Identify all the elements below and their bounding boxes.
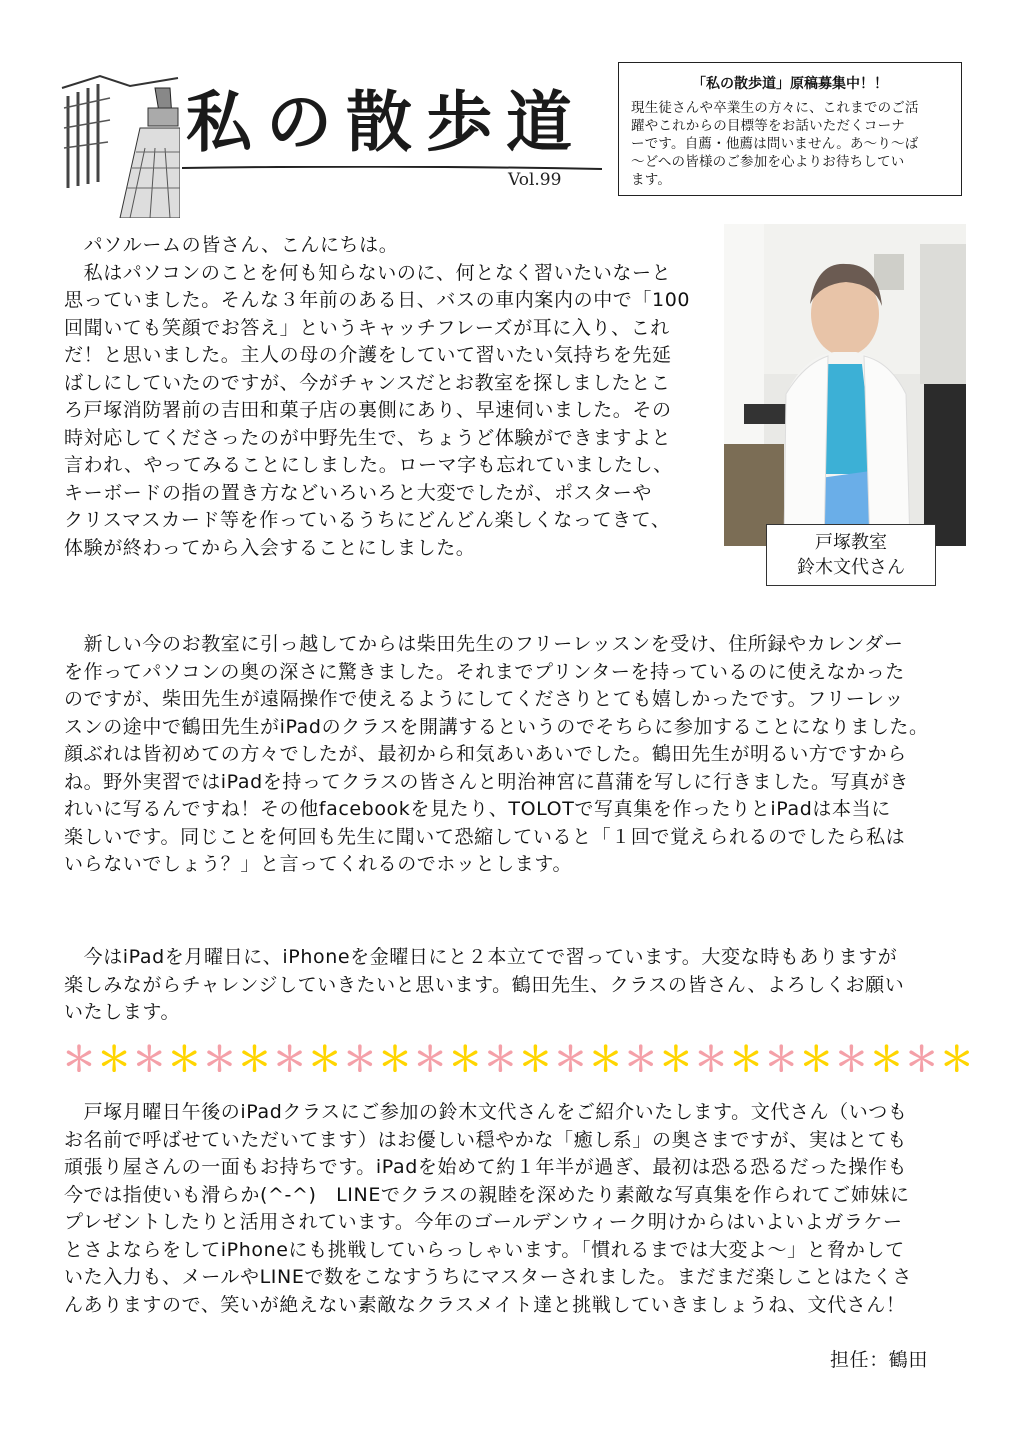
text-line: 回聞いても笑顔でお答え」というキャッチフレーズが耳に入り、これ: [64, 316, 670, 339]
recruit-line: ～どへの皆様のご参加を心よりお待ちしてい: [631, 154, 905, 170]
volume-number: Vol.99: [508, 170, 562, 190]
star-icon: ＊: [799, 1040, 834, 1080]
caption-name: 鈴木文代さん: [797, 557, 905, 578]
text-line: スンの途中で鶴田先生がiPadのクラスを開講するというのでそちらに参加することになりました。: [64, 715, 929, 738]
star-icon: ＊: [132, 1040, 167, 1080]
text-line: キーボードの指の置き方などいろいろと大変でしたが、ポスターや: [64, 481, 653, 504]
teacher-note: [64, 1099, 976, 1319]
text-line: ろ戸塚消防署前の吉田和菓子店の裏側にあり、早速伺いました。その: [64, 399, 672, 421]
text-line: 時対応してくださったのが中野先生で、ちょうど体験ができますよと: [64, 426, 672, 449]
header-illustration: [60, 68, 180, 218]
text-line: だ！と思いました。主人の母の介護をしていて習いたい気持ちを先延: [64, 344, 672, 366]
text-line: いた入力も、メールやLINEで数をこなすうちにマスターされました。まだまだ楽しことはたくさ: [64, 1266, 913, 1288]
text-line: 楽しみながらチャレンジしていきたいと思います。鶴田先生、クラスの皆さん、よろしくお願い: [64, 973, 905, 996]
recruit-notice-title: 「私の散歩道」原稿募集中！！: [692, 76, 888, 92]
text-line: 楽しいです。同じことを何回も先生に聞いて恐縮していると「１回で覚えられるのでしたら私は: [64, 825, 906, 848]
text-line: 新しい今のお教室に引っ越してからは柴田先生のフリーレッスンを受け、住所録やカレンダー: [64, 633, 904, 655]
recruit-line: ます。: [631, 172, 672, 188]
star-icon: ＊: [729, 1040, 764, 1080]
text-line: ばしにしていたのですが、今がチャンスだとお教室を探しましたとこ: [64, 371, 671, 394]
star-icon: ＊: [623, 1040, 658, 1080]
article-paragraph-3: [64, 944, 976, 1027]
star-icon: ＊: [834, 1040, 869, 1080]
text-line: 思っていました。そんな３年前のある日、バスの車内案内の中で「100: [64, 289, 691, 311]
star-icon: ＊: [202, 1040, 237, 1080]
text-line: 私はパソコンのことを何も知らないのに、何となく習いたいなーと: [64, 261, 672, 284]
star-icon: ＊: [693, 1040, 728, 1080]
star-icon: ＊: [167, 1040, 202, 1080]
star-icon: ＊: [939, 1040, 974, 1080]
star-icon: ＊: [342, 1040, 377, 1080]
recruit-notice-box: [618, 62, 962, 196]
article-paragraph-2: [64, 631, 976, 879]
text-line: 今はiPadを月曜日に、iPhoneを金曜日にと２本立てで習っています。大変な時もありますが: [64, 946, 898, 968]
recruit-line: 躍やこれからの目標等をお話いただくコーナ: [631, 118, 905, 134]
text-line: プレゼントしたりと活用されています。今年のゴールデンウィーク明けからはいよいよガラケー: [64, 1211, 903, 1233]
star-divider: [62, 1040, 974, 1080]
star-icon: ＊: [413, 1040, 448, 1080]
star-icon: ＊: [62, 1040, 96, 1080]
recruit-line: 現生徒さんや卒業生の方々に、これまでのご活: [631, 100, 919, 116]
star-icon: ＊: [658, 1040, 693, 1080]
article-paragraph-1: [64, 232, 724, 562]
text-line: 顔ぶれは皆初めての方々でしたが、最初から和気あいあいでした。鶴田先生が明るい方ですから: [64, 743, 907, 765]
photo-caption: [766, 524, 936, 586]
star-icon: ＊: [377, 1040, 412, 1080]
text-line: いらないでしょう？」と言ってくれるのでホッとします。: [64, 853, 573, 875]
teacher-signature: 担任：鶴田: [830, 1349, 929, 1371]
portrait-photo: [724, 224, 966, 546]
text-line: れいに写るんですね！その他facebookを見たり、TOLOTで写真集を作ったりとiPadは本当に: [64, 798, 891, 820]
text-line: パソルームの皆さん、こんにちは。: [64, 234, 399, 256]
text-line: いたします。: [64, 1001, 181, 1023]
star-icon: ＊: [764, 1040, 799, 1080]
text-line: 今では指使いも滑らか(^-^) LINEでクラスの親睦を深めたり素敵な写真集を作られてご姉妹に: [64, 1183, 910, 1206]
star-icon: ＊: [588, 1040, 623, 1080]
text-line: クリスマスカード等を作っているうちにどんどん楽しくなってきて、: [64, 509, 671, 531]
text-line: お名前で呼ばせていただいてます）はお優しい穏やかな「癒し系」の奥さまですが、実はとても: [64, 1128, 907, 1151]
text-line: を作ってパソコンの奥の深さに驚きました。それまでプリンターを持っているのに使えなかった: [64, 660, 905, 683]
star-icon: ＊: [307, 1040, 342, 1080]
star-icon: ＊: [904, 1040, 939, 1080]
newsletter-title: 私の散歩道: [186, 83, 586, 161]
recruit-line: ーです。自薦・他薦は問いません。あ～り～ば: [631, 136, 919, 152]
star-icon: ＊: [97, 1040, 132, 1080]
text-line: んありますので、笑いが絶えない素敵なクラスメイト達と挑戦していきましょうね、文代さん！: [64, 1293, 906, 1316]
text-line: とさよならをしてiPhoneにも挑戦していらっしゃいます。「慣れるまでは大変よ～」と脅かして: [64, 1238, 905, 1261]
recruit-notice-body: [631, 99, 949, 189]
star-icon: ＊: [237, 1040, 272, 1080]
star-icon: ＊: [518, 1040, 553, 1080]
text-line: のですが、柴田先生が遠隔操作で使えるようにしてくださりとても嬉しかったです。フリーレッ: [64, 688, 904, 710]
star-icon: ＊: [483, 1040, 518, 1080]
text-line: 体験が終わってから入会することにしました。: [64, 536, 476, 559]
text-line: ね。野外実習ではiPadを持ってクラスの皆さんと明治神宮に菖蒲を写しに行きました。写真がき: [64, 770, 910, 793]
caption-school: 戸塚教室: [815, 532, 887, 553]
text-line: 戸塚月曜日午後のiPadクラスにご参加の鈴木文代さんをご紹介いたします。文代さん（いつも: [64, 1101, 908, 1123]
star-icon: ＊: [448, 1040, 483, 1080]
star-icon: ＊: [869, 1040, 904, 1080]
star-icon: ＊: [553, 1040, 588, 1080]
star-icon: ＊: [272, 1040, 307, 1080]
text-line: 頑張り屋さんの一面もお持ちです。iPadを始めて約１年半が過ぎ、最初は恐る恐るだった操作も: [64, 1156, 908, 1178]
text-line: 言われ、やってみることにしました。ローマ字も忘れていましたし、: [64, 454, 673, 476]
